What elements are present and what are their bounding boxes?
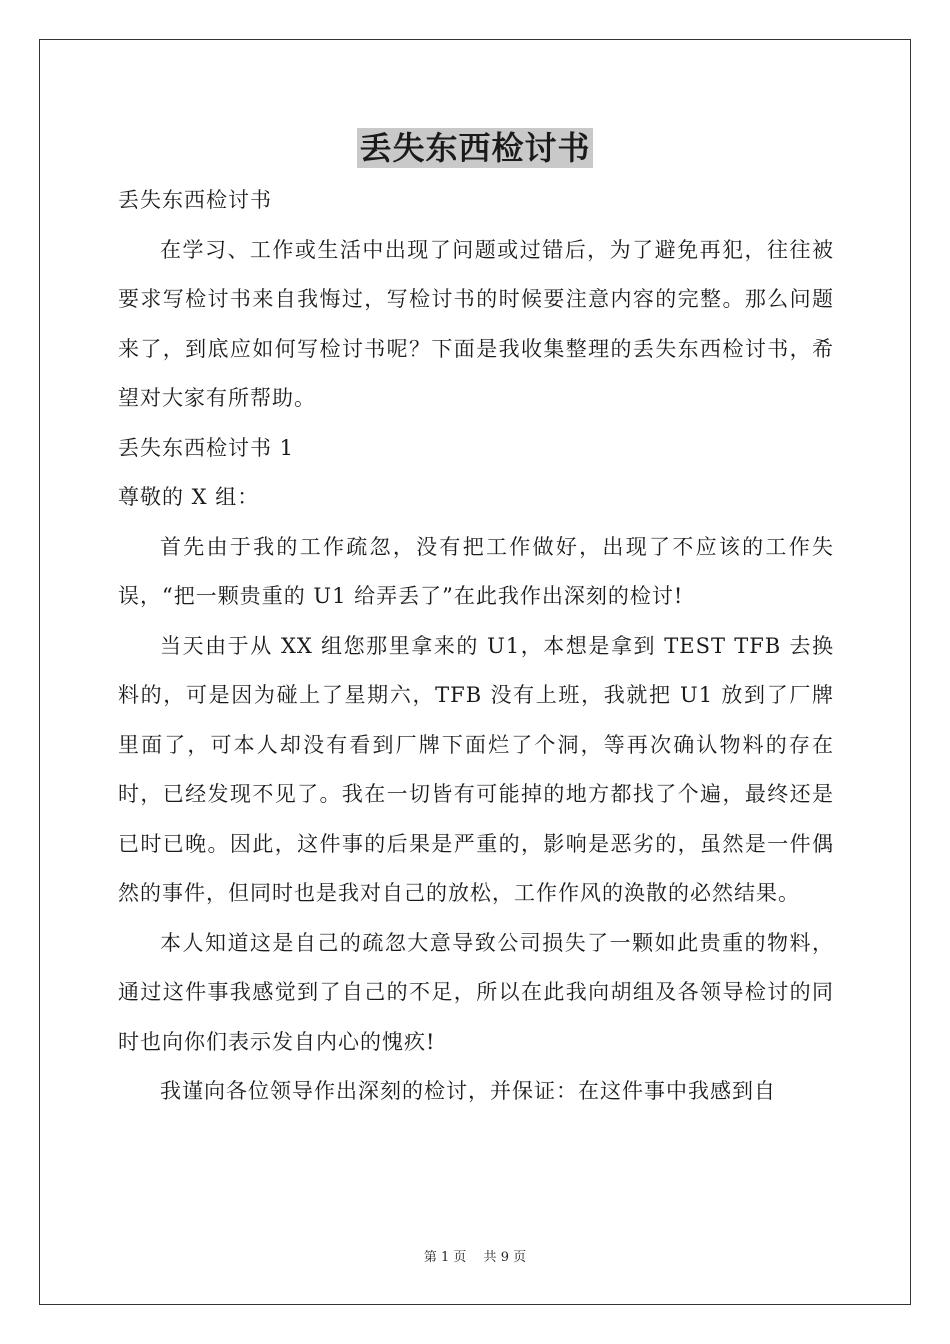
paragraph-intro: 在学习、工作或生活中出现了问题或过错后，为了避免再犯，往往被要求写检讨书来自我悔过，写检讨书的时候要注意内容的完整。那么问题来了，到底应如何写检讨书呢？下面是我收集整理的丢失东西检讨书，希望对大家有所帮助。 <box>118 237 834 410</box>
title-container <box>0 128 950 168</box>
page-number-label: 第 1 页 共 9 页 <box>423 1250 527 1265</box>
document-body <box>118 176 834 1117</box>
paragraph-body-2: 当天由于从 XX 组您那里拿来的 U1，本想是拿到 TEST TFB 去换料的，可是因为碰上了星期六，TFB 没有上班，我就把 U1 放到了厂牌里面了，可本人却没有看到厂牌下面烂了个洞，等再次确认物料的存在时，已经发现不见了。我在一切皆有可能掉的地方都找了个遍，最终还是已时已晚。因此，这件事的后果是严重的，影响是恶劣的，虽然是一件偶然的事件，但同时也是我对自己的放松，工作作风的涣散的必然结果。 <box>118 633 834 905</box>
paragraph-section-heading: 丢失东西检讨书 1 <box>118 435 295 460</box>
page-footer <box>0 1246 950 1265</box>
document-title: 丢失东西检讨书 <box>359 129 591 167</box>
paragraph-salutation: 尊敬的 X 组： <box>118 485 260 509</box>
paragraph-body-4: 我谨向各位领导作出深刻的检讨，并保证：在这件事中我感到自 <box>160 1079 776 1103</box>
paragraph-body-3: 本人知道这是自己的疏忽大意导致公司损失了一颗如此贵重的物料，通过这件事我感觉到了自己的不足，所以在此我向胡组及各领导检讨的同时也向你们表示发自内心的愧疚! <box>118 930 834 1054</box>
paragraph-subtitle: 丢失东西检讨书 <box>118 188 272 212</box>
paragraph-body-1: 首先由于我的工作疏忽，没有把工作做好，出现了不应该的工作失误，“把一颗贵重的 U1 给弄丢了”在此我作出深刻的检讨! <box>118 534 834 608</box>
